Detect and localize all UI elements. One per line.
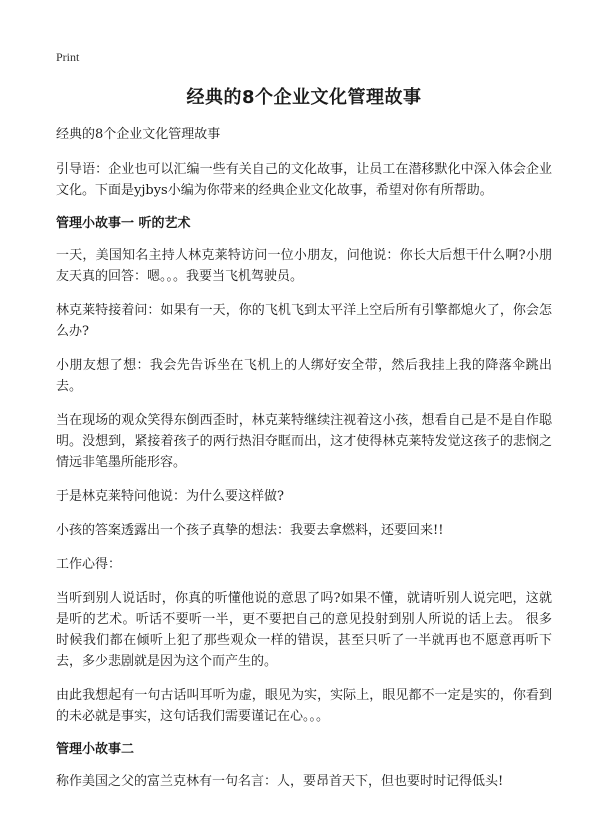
story1-paragraph: 小孩的答案透露出一个孩子真挚的想法：我要去拿燃料，还要回来!! [56, 523, 444, 538]
story1-paragraph: 当听到别人说话时，你真的听懂他说的意思了吗?如果不懂，就请听别人说完吧，这就是听的艺术。听话不要听一半，更不要把自己的意见投射到别人所说的话上去。 很多时候我们都在倾听上犯了那些观众一样的错误，甚至只听了一半就再也不愿意再听下去，多少悲剧就是因为这个而产生的。 [56, 591, 552, 669]
section-heading-1: 管理小故事一 听的艺术 [56, 216, 191, 231]
story2-paragraph: 称作美国之父的富兰克林有一句名言：人，要昂首天下，但也要时时记得低头! [56, 774, 504, 789]
work-insight-label: 工作心得： [56, 557, 122, 572]
story1-paragraph: 一天，美国知名主持人林克莱特访问一位小朋友，问他说：你长大后想干什么啊?小朋友天真的回答：嗯。。。我要当飞机驾驶员。 [56, 248, 552, 284]
story1-paragraph: 由此我想起有一句古话叫耳听为虚，眼见为实，实际上，眼见都不一定是实的，你看到的未必就是事实，这句话我们需要谨记在心。。。 [56, 688, 552, 724]
story1-paragraph: 林克莱特接着问：如果有一天，你的飞机飞到太平洋上空后所有引擎都熄火了，你会怎么办? [56, 303, 552, 339]
section-heading-2: 管理小故事二 [56, 742, 135, 757]
intro-paragraph: 引导语：企业也可以汇编一些有关自己的文化故事，让员工在潜移默化中深入体会企业文化。下面是yjbys小编为你带来的经典企业文化故事，希望对你有所帮助。 [56, 162, 552, 198]
story1-paragraph: 当在现场的观众笑得东倒西歪时，林克莱特继续注视着这小孩，想看自己是不是自作聪明。没想到，紧接着孩子的两行热泪夺眶而出，这才使得林克莱特发觉这孩子的悲悯之情远非笔墨所能形容。 [56, 413, 552, 470]
document-subtitle: 经典的8个企业文化管理故事 [56, 127, 221, 142]
story1-paragraph: 于是林克莱特问他说：为什么要这样做? [56, 489, 284, 504]
page-title: 经典的8个企业文化管理故事 [186, 87, 422, 108]
story1-paragraph: 小朋友想了想：我会先告诉坐在飞机上的人绑好安全带，然后我挂上我的降落伞跳出去。 [56, 358, 552, 394]
print-link[interactable]: Print [56, 50, 80, 64]
document-page [56, 46, 552, 805]
